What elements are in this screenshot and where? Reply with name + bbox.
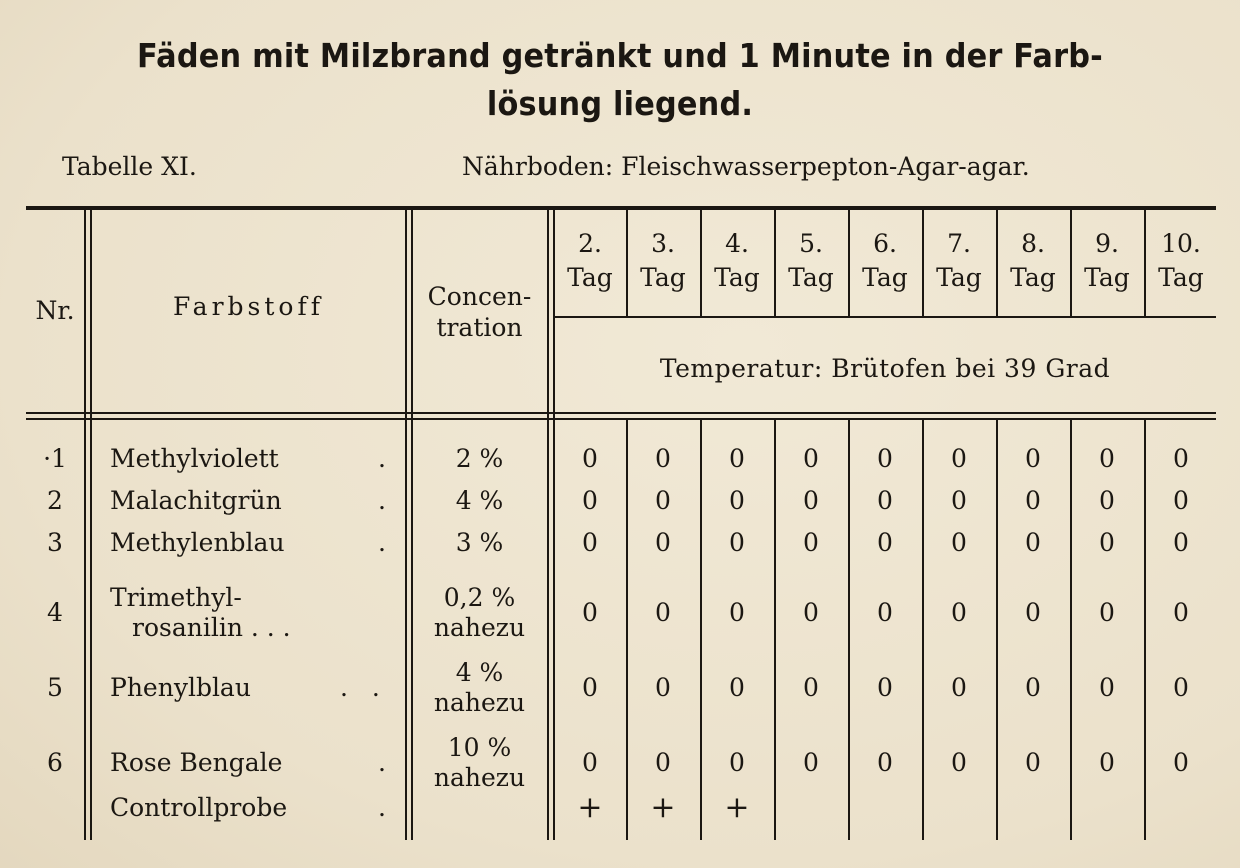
header-concentration-1: Concen- (427, 282, 532, 311)
table-title-line-1: Fäden mit Milzbrand getränkt und 1 Minute in der Farb- (137, 36, 1103, 75)
growth-value: 0 (1173, 528, 1189, 557)
table-label: Tabelle XI. (62, 152, 197, 181)
growth-value: 0 (1173, 598, 1189, 627)
leader-dots: . (378, 486, 394, 515)
growth-value: 0 (582, 673, 598, 702)
growth-value: 0 (951, 673, 967, 702)
day-header-number: 8. (1021, 229, 1045, 258)
concentration-value: 3 % (455, 528, 504, 557)
row-number: 6 (47, 748, 63, 777)
growth-value: 0 (877, 748, 893, 777)
growth-value: 0 (877, 444, 893, 473)
growth-value: 0 (1025, 748, 1041, 777)
leader-dots: . (378, 748, 394, 777)
day-header-number: 2. (578, 229, 602, 258)
vline-a1 (84, 210, 86, 840)
dye-name: Rose Bengale (110, 748, 283, 777)
growth-value: 0 (1025, 528, 1041, 557)
growth-value: 0 (951, 528, 967, 557)
dye-name: Trimethyl- (110, 583, 242, 612)
header-separator-lower (26, 418, 1216, 420)
growth-value: 0 (1099, 486, 1115, 515)
header-concentration-2: tration (436, 313, 523, 342)
growth-value: 0 (729, 486, 745, 515)
vline-b1 (405, 210, 407, 840)
growth-value: 0 (803, 748, 819, 777)
growth-value: 0 (877, 673, 893, 702)
header-farbstoff: Farbstoff (173, 292, 324, 321)
day-header-unit: Tag (788, 263, 834, 292)
growth-value: 0 (803, 486, 819, 515)
growth-value: 0 (1025, 444, 1041, 473)
growth-value: 0 (877, 598, 893, 627)
concentration-note: nahezu (433, 688, 526, 717)
growth-value: 0 (655, 673, 671, 702)
growth-value: 0 (1099, 444, 1115, 473)
growth-value: 0 (1173, 673, 1189, 702)
growth-value: + (650, 790, 676, 825)
day-header-unit: Tag (936, 263, 982, 292)
growth-value: 0 (582, 486, 598, 515)
day-header-unit: Tag (1010, 263, 1056, 292)
growth-value: 0 (877, 486, 893, 515)
concentration-value: 2 % (455, 444, 504, 473)
table-title-line-2: lösung liegend. (486, 84, 754, 123)
row-number: 4 (47, 598, 63, 627)
days-temperature-rule (553, 316, 1216, 318)
growth-value: 0 (1099, 673, 1115, 702)
leader-dots: . (378, 444, 394, 473)
growth-value: 0 (803, 673, 819, 702)
header-temperature: Temperatur: Brütofen bei 39 Grad (659, 354, 1111, 383)
growth-value: + (724, 790, 750, 825)
growth-value: 0 (951, 486, 967, 515)
growth-value: 0 (1099, 748, 1115, 777)
growth-value: 0 (655, 598, 671, 627)
growth-value: 0 (655, 528, 671, 557)
growth-value: 0 (729, 444, 745, 473)
day-header-unit: Tag (862, 263, 908, 292)
growth-value: 0 (729, 528, 745, 557)
day-header-number: 5. (799, 229, 823, 258)
dye-name: Controllprobe (110, 793, 288, 822)
day-header-unit: Tag (1084, 263, 1130, 292)
growth-value: 0 (1099, 528, 1115, 557)
leader-dots: . (378, 793, 394, 822)
growth-value: 0 (1173, 486, 1189, 515)
growth-value: 0 (582, 444, 598, 473)
growth-value: 0 (1025, 673, 1041, 702)
vline-c1 (547, 210, 549, 840)
dye-name: Methylviolett (110, 444, 279, 473)
growth-value: 0 (1099, 598, 1115, 627)
concentration-value: 4 % (455, 486, 504, 515)
day-header-unit: Tag (1158, 263, 1204, 292)
growth-value: 0 (655, 486, 671, 515)
row-number: ·1 (43, 444, 67, 473)
growth-value: 0 (1173, 444, 1189, 473)
concentration-note: nahezu (433, 763, 526, 792)
day-header-unit: Tag (714, 263, 760, 292)
dye-name: rosanilin . . . (132, 613, 291, 642)
growth-value: 0 (1025, 598, 1041, 627)
concentration-value: 10 % (447, 733, 512, 762)
leader-dots: . (378, 528, 394, 557)
growth-value: 0 (951, 444, 967, 473)
dye-name: Malachitgrün (110, 486, 282, 515)
growth-value: 0 (803, 598, 819, 627)
growth-value: 0 (655, 444, 671, 473)
day-header-number: 4. (725, 229, 749, 258)
growth-value: 0 (877, 528, 893, 557)
growth-value: 0 (582, 528, 598, 557)
day-header-number: 10. (1161, 229, 1201, 258)
growth-value: 0 (1025, 486, 1041, 515)
growth-value: 0 (729, 748, 745, 777)
growth-value: 0 (582, 748, 598, 777)
top-rule (26, 206, 1216, 210)
day-header-unit: Tag (640, 263, 686, 292)
day-header-unit: Tag (567, 263, 613, 292)
header-separator-upper (26, 412, 1216, 414)
row-number: 2 (47, 486, 63, 515)
growth-value: 0 (803, 444, 819, 473)
row-number: 5 (47, 673, 63, 702)
dye-name: Phenylblau (110, 673, 251, 702)
growth-value: 0 (951, 598, 967, 627)
dye-name: Methylenblau (110, 528, 285, 557)
growth-value: 0 (655, 748, 671, 777)
growth-value: 0 (582, 598, 598, 627)
concentration-value: 0,2 % (443, 583, 516, 612)
header-nr: Nr. (35, 296, 75, 325)
growth-value: 0 (803, 528, 819, 557)
row-number: 3 (47, 528, 63, 557)
vline-c2 (553, 210, 555, 840)
growth-value: + (577, 790, 603, 825)
day-header-number: 7. (947, 229, 971, 258)
medium-caption: Nährboden: Fleischwasserpepton-Agar-agar. (462, 152, 1030, 181)
growth-value: 0 (1173, 748, 1189, 777)
concentration-note: nahezu (433, 613, 526, 642)
leader-dots: . . (340, 673, 388, 702)
growth-value: 0 (729, 598, 745, 627)
growth-value: 0 (729, 673, 745, 702)
day-header-number: 6. (873, 229, 897, 258)
day-header-number: 3. (651, 229, 675, 258)
day-header-number: 9. (1095, 229, 1119, 258)
growth-value: 0 (951, 748, 967, 777)
concentration-value: 4 % (455, 658, 504, 687)
